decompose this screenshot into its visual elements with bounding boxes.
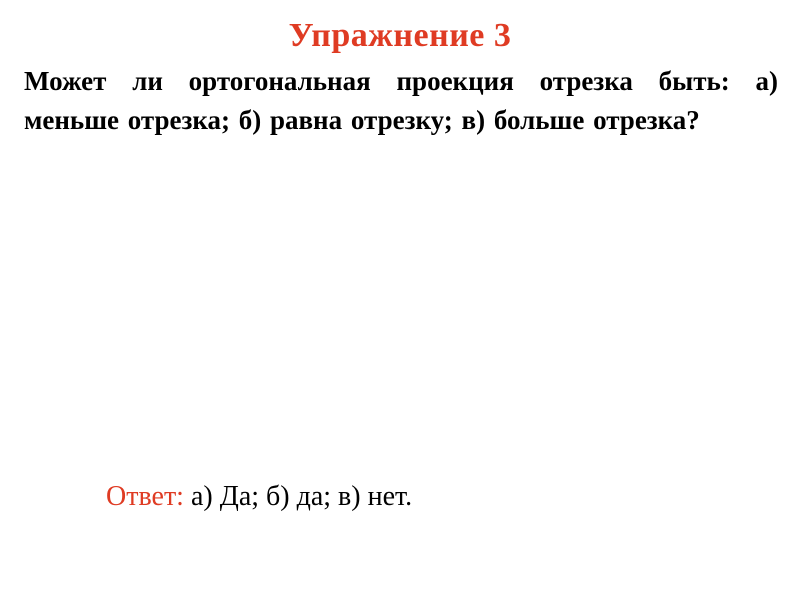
question-line-2: меньше отрезка; б) равна отрезку; в) больше отрезка? (24, 105, 700, 135)
question-paragraph (24, 62, 778, 140)
slide-title: Упражнение 3 (288, 17, 512, 54)
question-line-1: Может ли ортогональная проекция отрезка быть: а) (24, 66, 778, 96)
answer-value: а) Да; б) да; в) нет. (183, 481, 413, 512)
answer-label: Ответ: (106, 481, 184, 512)
answer-line (78, 446, 412, 548)
